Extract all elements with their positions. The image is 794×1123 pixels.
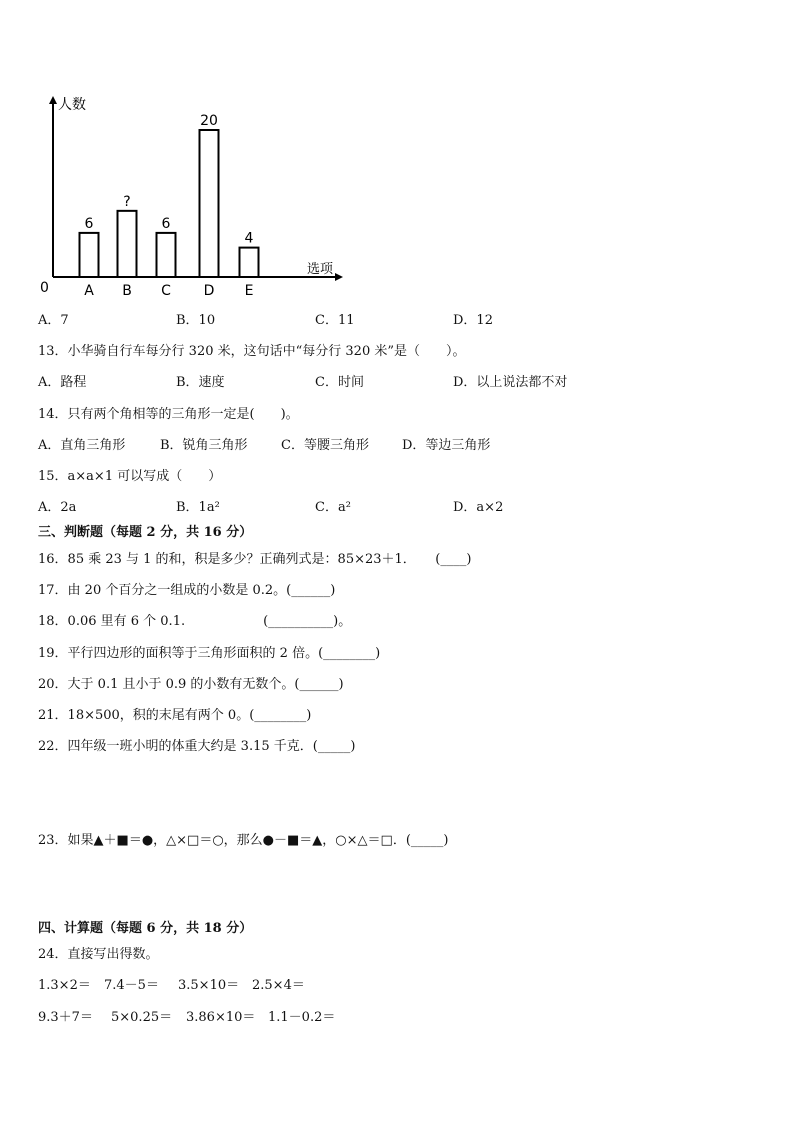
q15-stem: 15．a×a×1 可以写成（ ） — [38, 469, 222, 484]
q24-stem: 24．直接写出得数。 — [38, 947, 159, 962]
calc-1-1: 1.3×2＝ — [38, 978, 91, 993]
y-axis-label: 人数 — [58, 97, 86, 113]
judge-item-18: 18．0.06 里有 6 个 0.1. (__________)。 — [38, 614, 352, 629]
q13-option-b: B．速度 — [176, 375, 225, 390]
q14-option-a: A．直角三角形 — [38, 438, 126, 453]
calc-1-3: 3.5×10＝ — [178, 978, 240, 993]
judge-item-21: 21．18×500，积的末尾有两个 0。(________) — [38, 708, 312, 723]
calc-1-4: 2.5×4＝ — [252, 978, 305, 993]
origin-label: 0 — [40, 280, 49, 296]
calc-1-2: 7.4－5＝ — [104, 978, 159, 993]
judge-item-23: 23．如果▲＋■＝●，△×□＝○，那么●－■＝▲，○×△＝□．(_____) — [38, 833, 449, 848]
judge-item-19: 19．平行四边形的面积等于三角形面积的 2 倍。(________) — [38, 646, 381, 661]
q14-option-c: C．等腰三角形 — [281, 438, 369, 453]
q12-option-c: C．11 — [315, 313, 355, 328]
category-label-d: D — [203, 283, 215, 299]
q15-option-b: B．1a² — [176, 500, 220, 515]
bar-e — [240, 248, 259, 277]
data-label-e: 4 — [244, 230, 254, 247]
q12-option-b: B．10 — [176, 313, 216, 328]
data-label-c: 6 — [161, 215, 171, 232]
category-label-c: C — [161, 283, 171, 299]
bar-d — [200, 130, 219, 277]
q13-option-d: D．以上说法都不对 — [453, 375, 568, 390]
calc-2-1: 9.3＋7＝ — [38, 1010, 93, 1025]
q15-option-c: C．a² — [315, 500, 351, 515]
section-4-title: 四、计算题（每题 6 分，共 18 分） — [38, 921, 253, 936]
bar-b — [118, 211, 137, 277]
q14-stem: 14．只有两个角相等的三角形一定是( )。 — [38, 407, 299, 422]
bar-chart — [30, 88, 360, 308]
section-3-title: 三、判断题（每题 2 分，共 16 分） — [38, 525, 253, 540]
q15-option-d: D．a×2 — [453, 500, 504, 515]
judge-item-20: 20．大于 0.1 且小于 0.9 的小数有无数个。(______) — [38, 677, 344, 692]
q14-option-d: D．等边三角形 — [402, 438, 491, 453]
y-axis-arrow — [49, 96, 57, 104]
x-axis-label: 选项 — [307, 262, 334, 277]
bar-c — [157, 233, 176, 277]
data-label-d: 20 — [200, 113, 218, 129]
category-label-a: A — [84, 283, 94, 299]
q13-stem: 13．小华骑自行车每分行 320 米，这句话中“每分行 320 米”是（ ）。 — [38, 344, 466, 359]
q13-option-a: A．路程 — [38, 375, 87, 390]
calc-2-4: 1.1－0.2＝ — [268, 1010, 336, 1025]
judge-item-16: 16．85 乘 23 与 1 的和，积是多少？正确列式是：85×23＋1． (____) — [38, 552, 472, 567]
judge-item-17: 17．由 20 个百分之一组成的小数是 0.2。(______) — [38, 583, 336, 598]
bar-a — [80, 233, 99, 277]
calc-2-2: 5×0.25＝ — [111, 1010, 173, 1025]
q12-option-d: D．12 — [453, 313, 493, 328]
judge-item-22: 22．四年级一班小明的体重大约是 3.15 千克．(_____) — [38, 739, 356, 754]
calc-2-3: 3.86×10＝ — [186, 1010, 256, 1025]
category-label-b: B — [122, 283, 132, 299]
category-label-e: E — [244, 283, 254, 299]
x-axis-arrow — [335, 273, 343, 281]
data-label-b: ? — [123, 193, 131, 210]
q12-option-a: A．7 — [38, 313, 69, 328]
q15-option-a: A．2a — [38, 500, 77, 515]
data-label-a: 6 — [84, 215, 94, 232]
q13-option-c: C．时间 — [315, 375, 364, 390]
q14-option-b: B．锐角三角形 — [160, 438, 248, 453]
